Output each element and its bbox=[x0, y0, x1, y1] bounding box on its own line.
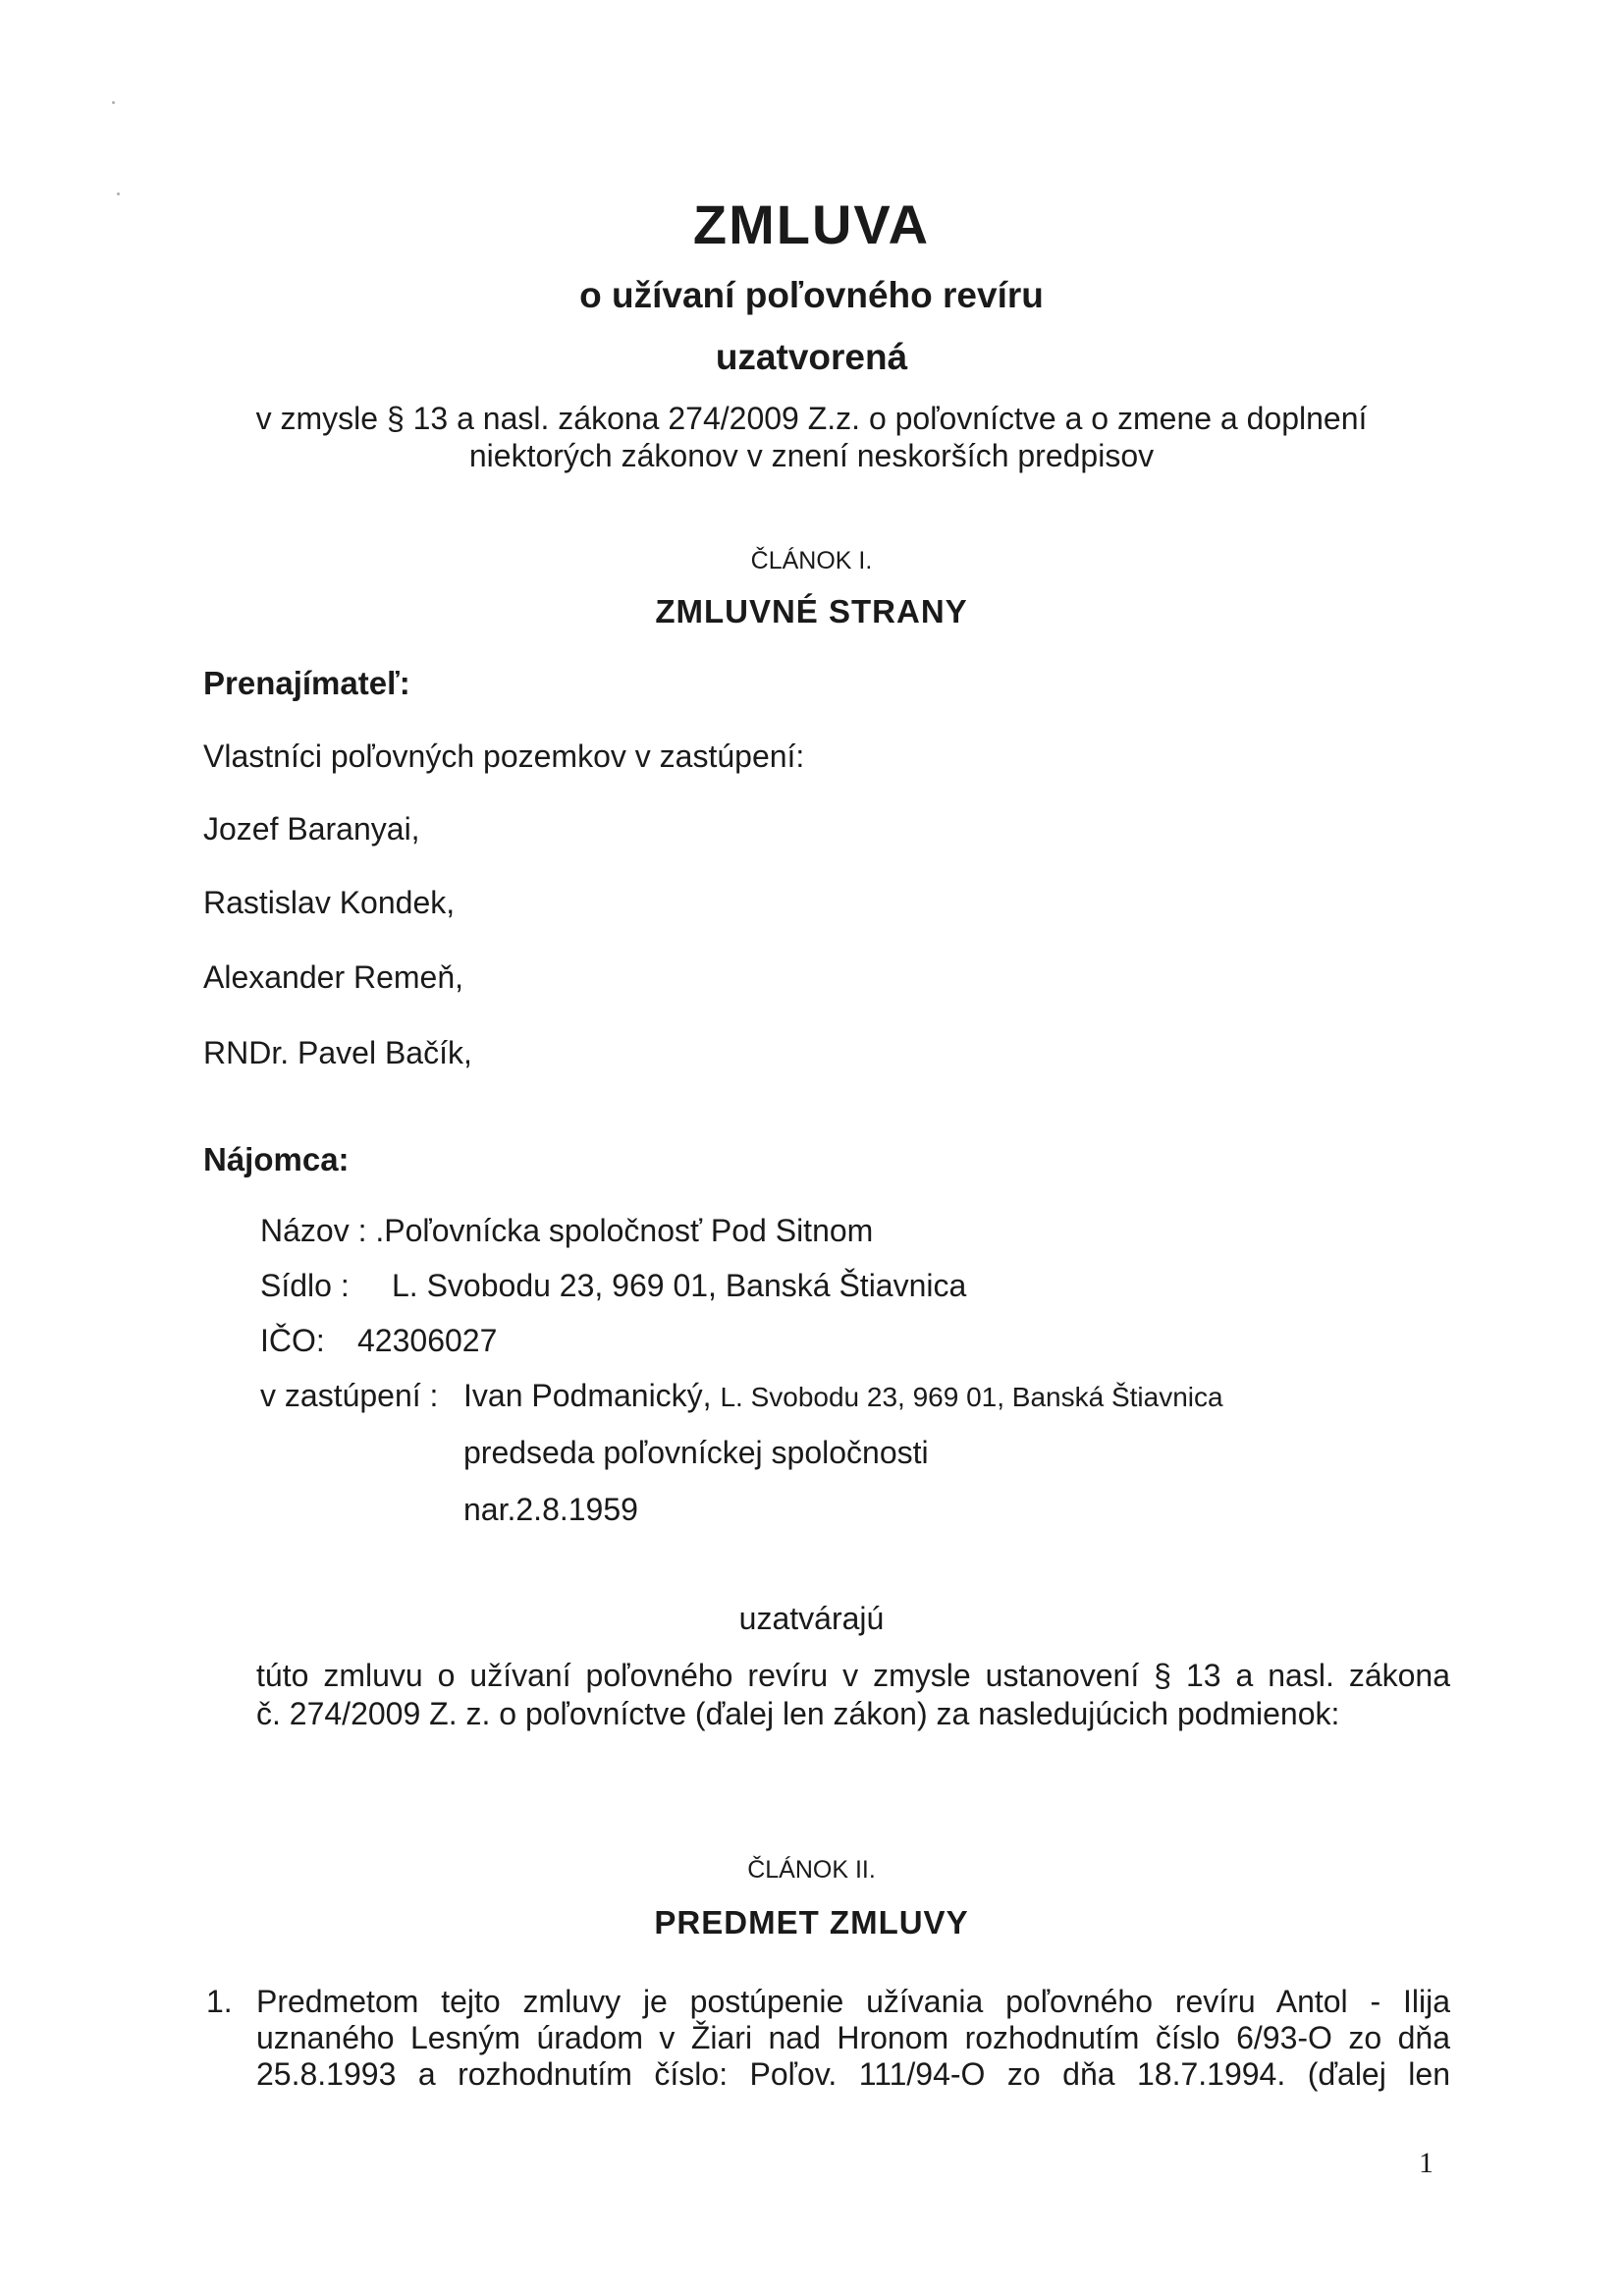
tenant-seat-label: Sídlo : bbox=[260, 1268, 350, 1303]
lessor-name: RNDr. Pavel Bačík, bbox=[203, 1035, 472, 1070]
document-subtitle: o užívaní poľovného revíru bbox=[579, 275, 1044, 315]
lessor-intro: Vlastníci poľovných pozemkov v zastúpení: bbox=[203, 738, 805, 774]
tenant-representative-label: v zastúpení : bbox=[260, 1378, 439, 1413]
article-1-number: ČLÁNOK I. bbox=[750, 547, 873, 574]
lessor-name: Jozef Baranyai, bbox=[203, 811, 420, 847]
lessor-name: Alexander Remeň, bbox=[203, 959, 464, 995]
document-subtitle-2: uzatvorená bbox=[715, 337, 908, 377]
tenant-name: Názov : .Poľovnícka spoločnosť Pod Sitnom bbox=[260, 1213, 874, 1248]
legal-basis-line-2: niektorých zákonov v znení neskorších predpisov bbox=[468, 438, 1155, 473]
tenant-label: Nájomca: bbox=[203, 1141, 350, 1177]
lessor-label: Prenajímateľ: bbox=[203, 665, 410, 701]
agreement-verb: uzatvárajú bbox=[738, 1601, 885, 1636]
tenant-ico-value: 42306027 bbox=[357, 1323, 498, 1358]
representative-name: Ivan Podmanický, bbox=[463, 1378, 721, 1413]
legal-basis-line-1: v zmysle § 13 a nasl. zákona 274/2009 Z.z. o poľovníctve a o zmene a doplnení bbox=[255, 401, 1368, 436]
article-2-number: ČLÁNOK II. bbox=[747, 1856, 876, 1884]
document-title: ZMLUVA bbox=[692, 193, 931, 255]
agreement-line-1: túto zmluvu o užívaní poľovného revíru v zmysle ustanovení § 13 a nasl. zákona bbox=[256, 1658, 1450, 1693]
representative-role: predseda poľovníckej spoločnosti bbox=[463, 1435, 929, 1470]
tenant-representative bbox=[463, 1378, 1223, 1414]
subject-line-1: Predmetom tejto zmluvy je postúpenie užívania poľovného revíru Antol - Ilija bbox=[256, 1984, 1450, 2019]
tenant-ico-label: IČO: bbox=[260, 1323, 325, 1358]
article-1-title: ZMLUVNÉ STRANY bbox=[655, 593, 968, 629]
article-2-title: PREDMET ZMLUVY bbox=[654, 1904, 969, 1941]
tenant-seat-value: L. Svobodu 23, 969 01, Banská Štiavnica bbox=[392, 1268, 967, 1303]
representative-birthdate: nar.2.8.1959 bbox=[463, 1492, 638, 1527]
subject-line-2: uznaného Lesným úradom v Žiari nad Hronom rozhodnutím číslo 6/93-O zo dňa bbox=[256, 2020, 1450, 2055]
agreement-line-2: č. 274/2009 Z. z. o poľovníctve (ďalej len zákon) za nasledujúcich podmienok: bbox=[256, 1696, 1340, 1731]
lessor-name: Rastislav Kondek, bbox=[203, 885, 456, 920]
list-number: 1. bbox=[206, 1984, 233, 2019]
representative-address: L. Svobodu 23, 969 01, Banská Štiavnica bbox=[720, 1382, 1223, 1412]
page-number: 1 bbox=[1419, 2147, 1434, 2179]
scan-speck bbox=[112, 101, 115, 104]
subject-line-3: 25.8.1993 a rozhodnutím číslo: Poľov. 111/94-O zo dňa 18.7.1994. (ďalej len bbox=[256, 2056, 1450, 2092]
